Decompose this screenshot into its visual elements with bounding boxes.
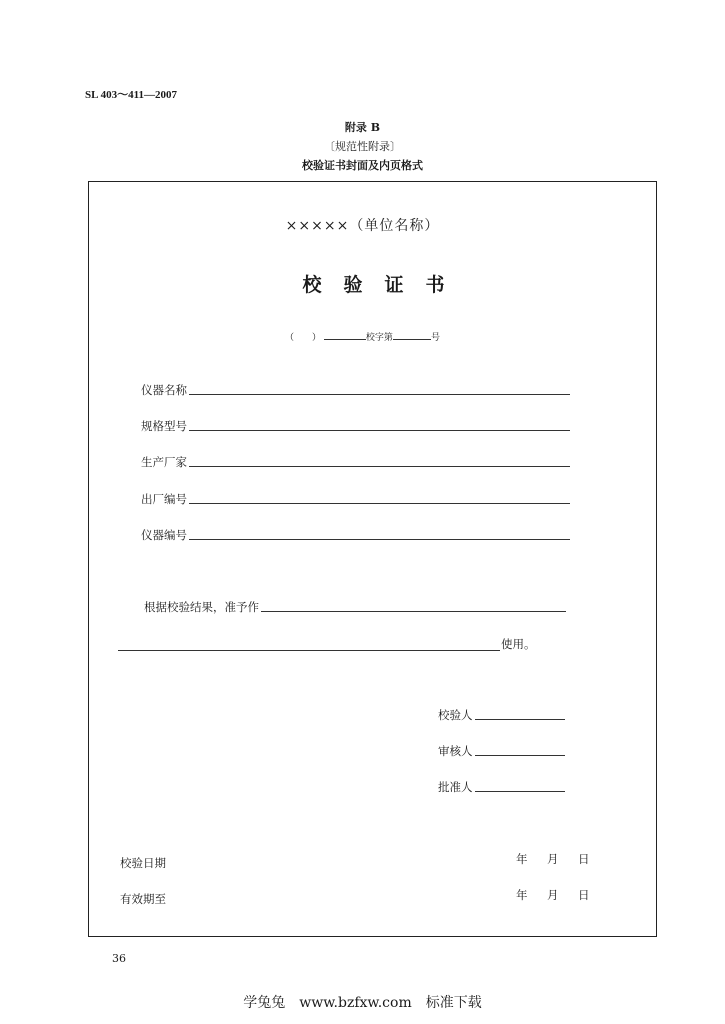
field-label: 出厂编号 bbox=[141, 492, 187, 506]
field-label: 生产厂家 bbox=[141, 455, 187, 469]
number-mid: 校字第 bbox=[365, 333, 393, 343]
field-label: 仪器编号 bbox=[141, 528, 187, 542]
number-blank-1 bbox=[324, 330, 366, 340]
field-line bbox=[189, 503, 570, 504]
number-paren: （ ） bbox=[285, 333, 322, 343]
inspection-date-label: 校验日期 bbox=[120, 856, 166, 870]
result-statement bbox=[144, 599, 566, 615]
field-line bbox=[189, 466, 570, 467]
signature-line bbox=[475, 755, 565, 756]
annex-title: 附录 B bbox=[344, 121, 381, 134]
field-line bbox=[189, 394, 570, 395]
signature-line bbox=[475, 791, 565, 792]
signature-inspector bbox=[438, 707, 565, 723]
certificate-title: 校验证书 bbox=[302, 274, 467, 296]
field-manufacturer bbox=[141, 454, 570, 470]
field-line bbox=[189, 430, 570, 431]
signature-line bbox=[475, 719, 565, 720]
use-line bbox=[118, 650, 500, 651]
result-text: 根据校验结果，准予作 bbox=[144, 600, 259, 614]
signature-label: 批准人 bbox=[438, 780, 473, 794]
organization-name: ×××××（单位名称） bbox=[285, 218, 440, 234]
annex-subtitle: 校验证书封面及内页格式 bbox=[302, 159, 423, 172]
signature-approver bbox=[438, 779, 565, 795]
signature-label: 校验人 bbox=[438, 708, 473, 722]
valid-until-ymd: 年 月 日 bbox=[516, 888, 594, 902]
field-label: 规格型号 bbox=[141, 419, 187, 433]
field-instrument-number bbox=[141, 527, 570, 543]
valid-until-label: 有效期至 bbox=[120, 892, 166, 906]
page-number: 36 bbox=[112, 952, 126, 965]
field-instrument-name bbox=[141, 382, 570, 398]
field-line bbox=[189, 539, 570, 540]
site-footer: 学兔兔 www.bzfxw.com 标准下载 bbox=[243, 995, 482, 1011]
inspection-date-ymd: 年 月 日 bbox=[516, 852, 594, 866]
certificate-number-line bbox=[0, 330, 725, 343]
signature-label: 审核人 bbox=[438, 744, 473, 758]
result-line bbox=[261, 611, 566, 612]
use-text: 使用。 bbox=[501, 637, 536, 651]
field-label: 仪器名称 bbox=[141, 383, 187, 397]
standard-code: SL 403～411—2007 bbox=[85, 89, 177, 101]
field-serial bbox=[141, 491, 570, 507]
signature-reviewer bbox=[438, 743, 565, 759]
number-end: 号 bbox=[430, 333, 440, 343]
annex-normative: 〔规范性附录〕 bbox=[324, 140, 401, 153]
number-blank-2 bbox=[393, 330, 431, 340]
field-model bbox=[141, 418, 570, 434]
